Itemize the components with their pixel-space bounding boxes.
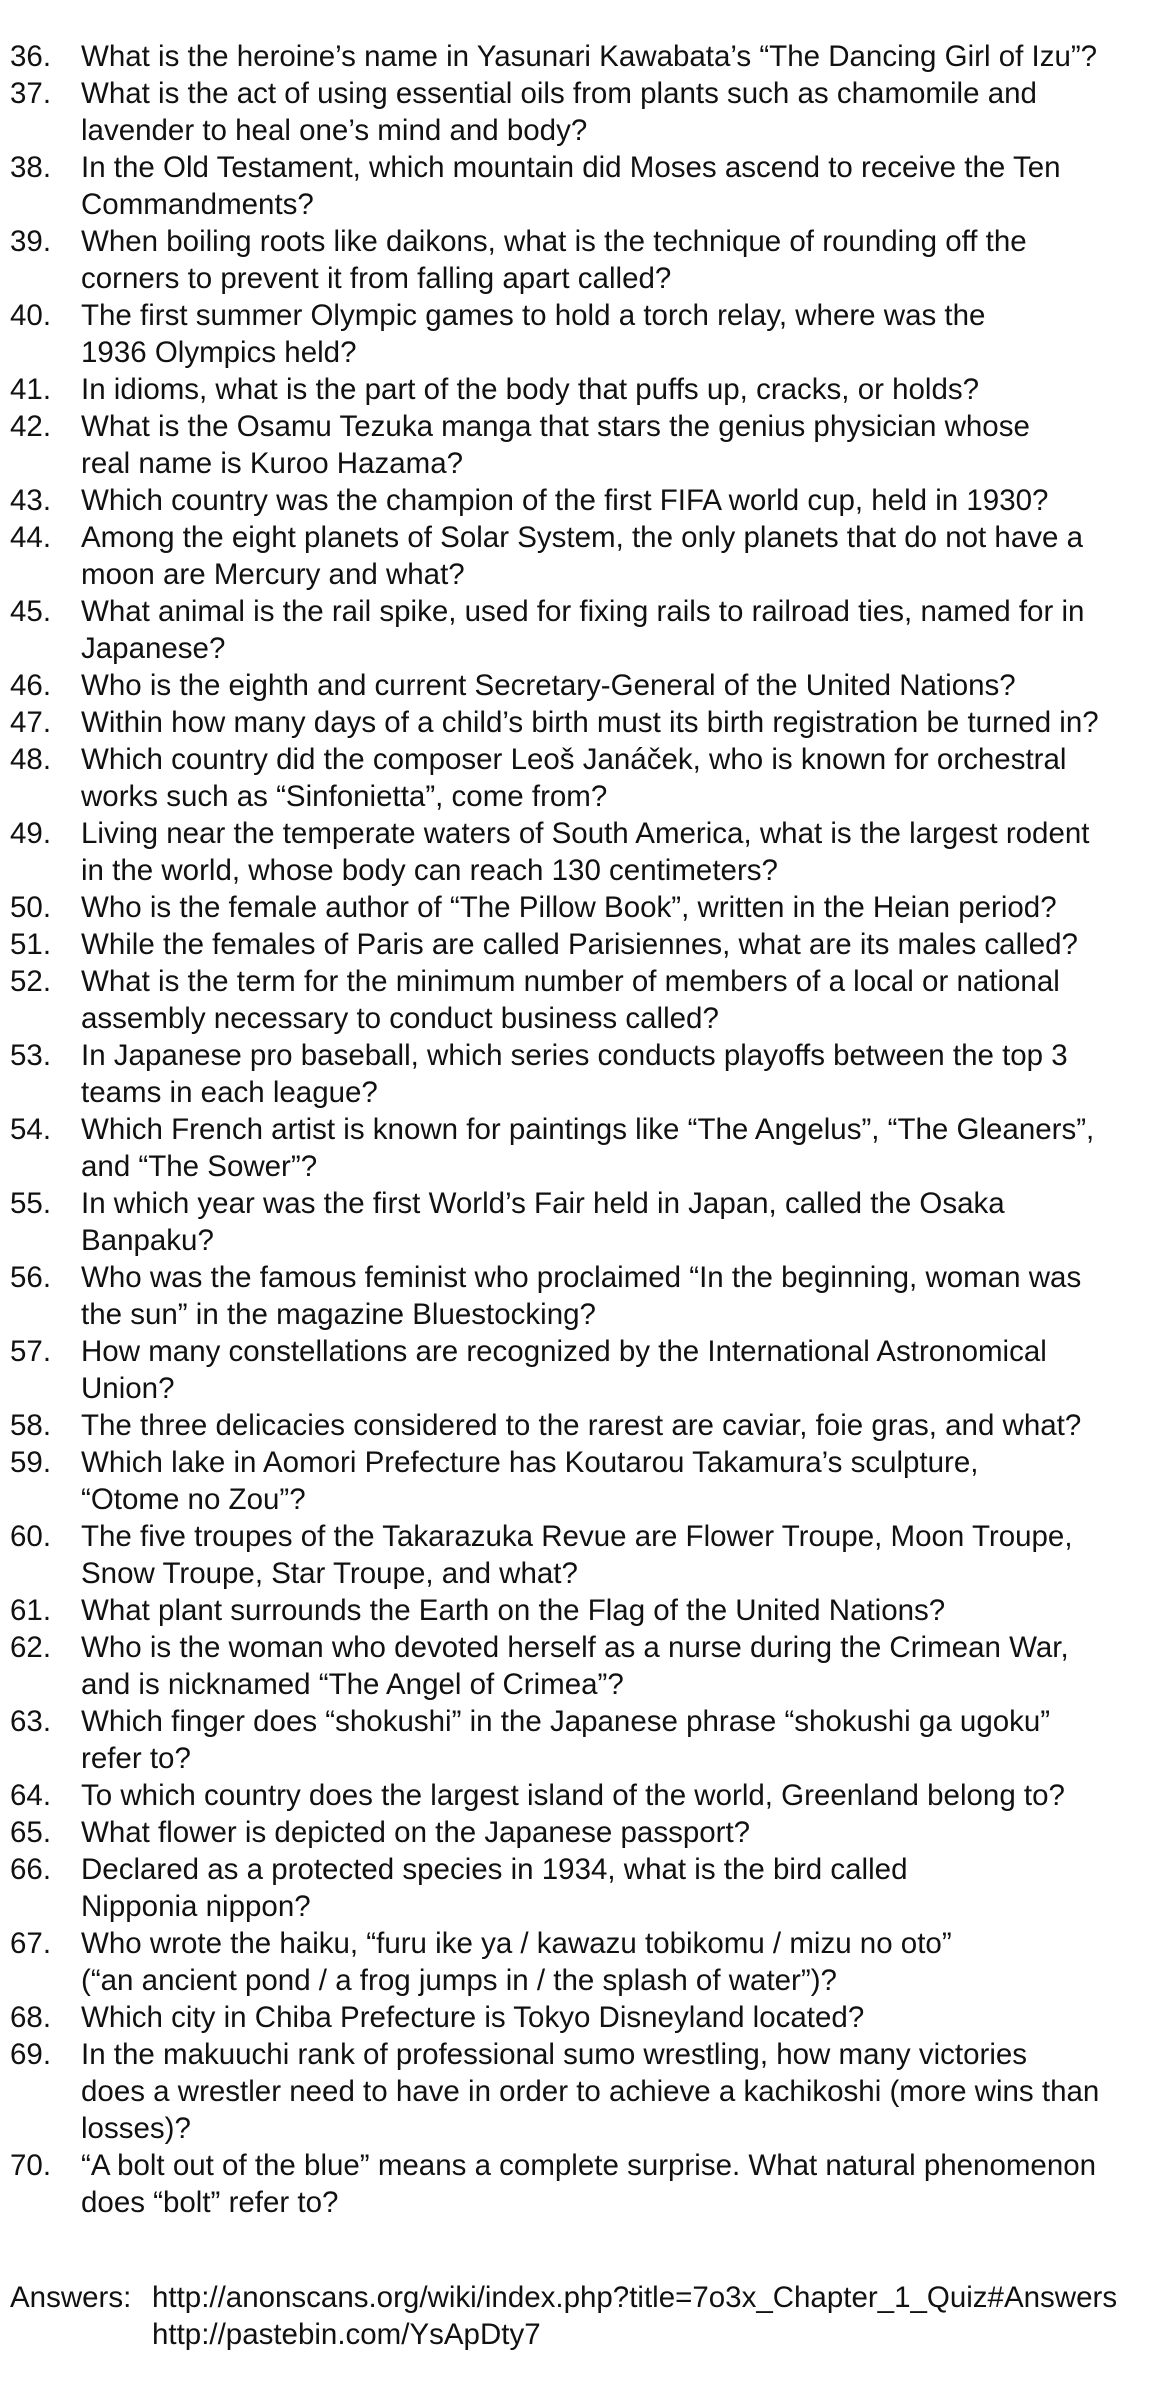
question-text <box>81 408 1172 482</box>
question-text-line: in the world, whose body can reach 130 centimeters? <box>81 854 778 887</box>
question-text-line: lavender to heal one’s mind and body? <box>81 114 588 147</box>
answers-section <box>10 2279 1117 2353</box>
question-text-line: The three delicacies considered to the rarest are caviar, foie gras, and what? <box>81 1409 1082 1442</box>
question-number: 56. <box>10 1261 52 1294</box>
question-number: 40. <box>10 299 52 332</box>
quiz-question <box>10 704 1172 741</box>
quiz-question <box>10 149 1172 223</box>
question-number: 45. <box>10 595 52 628</box>
question-text-line: In idioms, what is the part of the body that puffs up, cracks, or holds? <box>81 373 980 406</box>
quiz-question <box>10 2147 1172 2221</box>
question-number: 48. <box>10 743 52 776</box>
question-text-line: When boiling roots like daikons, what is the technique of rounding off the <box>81 225 1027 258</box>
question-number: 62. <box>10 1631 52 1664</box>
question-number: 64. <box>10 1779 52 1812</box>
question-text-line: Japanese? <box>81 632 226 665</box>
question-text-line: In Japanese pro baseball, which series conducts playoffs between the top 3 <box>81 1039 1068 1072</box>
quiz-question <box>10 1814 1172 1851</box>
question-text-line: What is the Osamu Tezuka manga that stars the genius physician whose <box>81 410 1030 443</box>
question-text-line: In the makuuchi rank of professional sumo wrestling, how many victories <box>81 2038 1028 2071</box>
question-text <box>81 1629 1172 1703</box>
quiz-question <box>10 38 1172 75</box>
quiz-question <box>10 1925 1172 1999</box>
quiz-question <box>10 963 1172 1037</box>
question-number: 52. <box>10 965 52 998</box>
quiz-question <box>10 815 1172 889</box>
question-text-line: Who is the eighth and current Secretary-General of the United Nations? <box>81 669 1016 702</box>
question-number: 44. <box>10 521 52 554</box>
quiz-question <box>10 1407 1172 1444</box>
question-text-line: Which country was the champion of the first FIFA world cup, held in 1930? <box>81 484 1049 517</box>
question-text-line: In the Old Testament, which mountain did Moses ascend to receive the Ten <box>81 151 1061 184</box>
answers-label-spacer <box>10 2316 152 2353</box>
question-text-line: the sun” in the magazine Bluestocking? <box>81 1298 596 1331</box>
question-number: 66. <box>10 1853 52 1886</box>
question-text-line: refer to? <box>81 1742 191 1775</box>
quiz-question <box>10 297 1172 371</box>
question-text <box>81 1407 1172 1444</box>
question-text-line: What is the term for the minimum number of members of a local or national <box>81 965 1060 998</box>
question-number: 38. <box>10 151 52 184</box>
question-number: 70. <box>10 2149 52 2182</box>
question-text <box>81 815 1172 889</box>
question-number: 36. <box>10 40 52 73</box>
question-text <box>81 1444 1172 1518</box>
question-text-line: losses)? <box>81 2112 191 2145</box>
question-text-line: Nipponia nippon? <box>81 1890 311 1923</box>
question-text-line: Within how many days of a child’s birth must its birth registration be turned in? <box>81 706 1099 739</box>
quiz-question <box>10 926 1172 963</box>
question-text <box>81 704 1172 741</box>
question-number: 39. <box>10 225 52 258</box>
quiz-question <box>10 408 1172 482</box>
quiz-question <box>10 1592 1172 1629</box>
quiz-question <box>10 889 1172 926</box>
question-text-line: Union? <box>81 1372 175 1405</box>
question-number: 47. <box>10 706 52 739</box>
question-text <box>81 1259 1172 1333</box>
question-text <box>81 223 1172 297</box>
question-text <box>81 741 1172 815</box>
question-text-line: Snow Troupe, Star Troupe, and what? <box>81 1557 578 1590</box>
question-text-line: assembly necessary to conduct business called? <box>81 1002 719 1035</box>
quiz-question <box>10 371 1172 408</box>
question-text-line: Who is the female author of “The Pillow Book”, written in the Heian period? <box>81 891 1057 924</box>
question-text-line: What animal is the rail spike, used for fixing rails to railroad ties, named for in <box>81 595 1085 628</box>
question-number: 54. <box>10 1113 52 1146</box>
question-text-line: “Otome no Zou”? <box>81 1483 306 1516</box>
quiz-question <box>10 1185 1172 1259</box>
quiz-question <box>10 223 1172 297</box>
question-text-line: The five troupes of the Takarazuka Revue are Flower Troupe, Moon Troupe, <box>81 1520 1073 1553</box>
question-number: 61. <box>10 1594 52 1627</box>
quiz-question <box>10 482 1172 519</box>
question-text <box>81 75 1172 149</box>
question-text-line: Which finger does “shokushi” in the Japanese phrase “shokushi ga ugoku” <box>81 1705 1051 1738</box>
question-text <box>81 1777 1172 1814</box>
quiz-question <box>10 741 1172 815</box>
quiz-question <box>10 75 1172 149</box>
question-text-line: What is the act of using essential oils from plants such as chamomile and <box>81 77 1037 110</box>
question-text <box>81 1999 1172 2036</box>
answers-row-primary <box>10 2279 1117 2316</box>
question-text <box>81 1592 1172 1629</box>
question-text-line: Commandments? <box>81 188 314 221</box>
question-text <box>81 1518 1172 1592</box>
quiz-question <box>10 1111 1172 1185</box>
question-number: 59. <box>10 1446 52 1479</box>
quiz-question-list <box>10 38 1172 2221</box>
question-text-line: Which lake in Aomori Prefecture has Koutarou Takamura’s sculpture, <box>81 1446 979 1479</box>
question-number: 55. <box>10 1187 52 1220</box>
quiz-question <box>10 519 1172 593</box>
quiz-question <box>10 1777 1172 1814</box>
question-text-line: Living near the temperate waters of South America, what is the largest rodent <box>81 817 1090 850</box>
question-text <box>81 297 1172 371</box>
quiz-question <box>10 1037 1172 1111</box>
quiz-question <box>10 1333 1172 1407</box>
question-text-line: Which country did the composer Leoš Janáček, who is known for orchestral <box>81 743 1067 776</box>
question-text-line: Who wrote the haiku, “furu ike ya / kawazu tobikomu / mizu no oto” <box>81 1927 952 1960</box>
question-text <box>81 519 1172 593</box>
answers-row-secondary <box>10 2316 1117 2353</box>
question-text-line: The first summer Olympic games to hold a torch relay, where was the <box>81 299 986 332</box>
question-text <box>81 889 1172 926</box>
question-text <box>81 482 1172 519</box>
quiz-question <box>10 1851 1172 1925</box>
question-text <box>81 371 1172 408</box>
question-text <box>81 963 1172 1037</box>
question-text-line: Which French artist is known for paintings like “The Angelus”, “The Gleaners”, <box>81 1113 1095 1146</box>
quiz-question <box>10 2036 1172 2147</box>
question-text <box>81 1851 1172 1925</box>
question-text-line: Who is the woman who devoted herself as a nurse during the Crimean War, <box>81 1631 1069 1664</box>
question-text <box>81 1925 1172 1999</box>
quiz-question <box>10 1703 1172 1777</box>
question-text <box>81 1185 1172 1259</box>
question-text-line: “A bolt out of the blue” means a complete surprise. What natural phenomenon <box>81 2149 1097 2182</box>
question-text-line: Among the eight planets of Solar System, the only planets that do not have a <box>81 521 1083 554</box>
question-text <box>81 2036 1172 2147</box>
question-text-line: corners to prevent it from falling apart called? <box>81 262 672 295</box>
question-text-line: and is nicknamed “The Angel of Crimea”? <box>81 1668 624 1701</box>
question-text-line: Who was the famous feminist who proclaimed “In the beginning, woman was <box>81 1261 1082 1294</box>
question-number: 50. <box>10 891 52 924</box>
question-number: 69. <box>10 2038 52 2071</box>
question-text-line: What is the heroine’s name in Yasunari Kawabata’s “The Dancing Girl of Izu”? <box>81 40 1098 73</box>
answers-label: Answers: <box>10 2281 132 2314</box>
question-text <box>81 38 1172 75</box>
question-number: 41. <box>10 373 52 406</box>
question-text-line: What plant surrounds the Earth on the Flag of the United Nations? <box>81 1594 946 1627</box>
question-text <box>81 1111 1172 1185</box>
question-number: 42. <box>10 410 52 443</box>
question-number: 60. <box>10 1520 52 1553</box>
question-number: 51. <box>10 928 52 961</box>
question-number: 63. <box>10 1705 52 1738</box>
question-number: 58. <box>10 1409 52 1442</box>
question-text-line: (“an ancient pond / a frog jumps in / the splash of water”)? <box>81 1964 837 1997</box>
question-number: 49. <box>10 817 52 850</box>
question-text-line: Banpaku? <box>81 1224 214 1257</box>
quiz-question <box>10 1999 1172 2036</box>
question-text-line: teams in each league? <box>81 1076 378 1109</box>
question-text <box>81 1037 1172 1111</box>
question-text-line: does “bolt” refer to? <box>81 2186 339 2219</box>
question-text-line: and “The Sower”? <box>81 1150 318 1183</box>
answers-link-pastebin[interactable]: http://pastebin.com/YsApDty7 <box>152 2318 541 2351</box>
question-number: 43. <box>10 484 52 517</box>
quiz-question <box>10 1444 1172 1518</box>
question-text-line: What flower is depicted on the Japanese passport? <box>81 1816 751 1849</box>
question-text-line: 1936 Olympics held? <box>81 336 357 369</box>
question-number: 46. <box>10 669 52 702</box>
question-number: 37. <box>10 77 52 110</box>
question-text-line: Declared as a protected species in 1934, what is the bird called <box>81 1853 908 1886</box>
question-text-line: While the females of Paris are called Parisiennes, what are its males called? <box>81 928 1078 961</box>
question-text-line: works such as “Sinfonietta”, come from? <box>81 780 608 813</box>
question-text-line: does a wrestler need to have in order to achieve a kachikoshi (more wins than <box>81 2075 1100 2108</box>
quiz-question <box>10 593 1172 667</box>
question-text-line: How many constellations are recognized by the International Astronomical <box>81 1335 1047 1368</box>
question-text-line: moon are Mercury and what? <box>81 558 465 591</box>
question-text <box>81 1703 1172 1777</box>
quiz-question <box>10 1518 1172 1592</box>
question-number: 65. <box>10 1816 52 1849</box>
quiz-question <box>10 1629 1172 1703</box>
quiz-question <box>10 667 1172 704</box>
question-text <box>81 1814 1172 1851</box>
question-text-line: Which city in Chiba Prefecture is Tokyo Disneyland located? <box>81 2001 865 2034</box>
question-text <box>81 926 1172 963</box>
question-number: 53. <box>10 1039 52 1072</box>
question-text-line: To which country does the largest island of the world, Greenland belong to? <box>81 1779 1065 1812</box>
question-text-line: real name is Kuroo Hazama? <box>81 447 464 480</box>
quiz-question <box>10 1259 1172 1333</box>
question-text <box>81 149 1172 223</box>
question-text <box>81 2147 1172 2221</box>
answers-link-anonscans[interactable]: http://anonscans.org/wiki/index.php?title=7o3x_Chapter_1_Quiz#Answers <box>152 2281 1118 2314</box>
question-text-line: In which year was the first World’s Fair held in Japan, called the Osaka <box>81 1187 1005 1220</box>
question-number: 57. <box>10 1335 52 1368</box>
question-text <box>81 593 1172 667</box>
question-number: 68. <box>10 2001 52 2034</box>
question-text <box>81 667 1172 704</box>
question-text <box>81 1333 1172 1407</box>
question-number: 67. <box>10 1927 52 1960</box>
